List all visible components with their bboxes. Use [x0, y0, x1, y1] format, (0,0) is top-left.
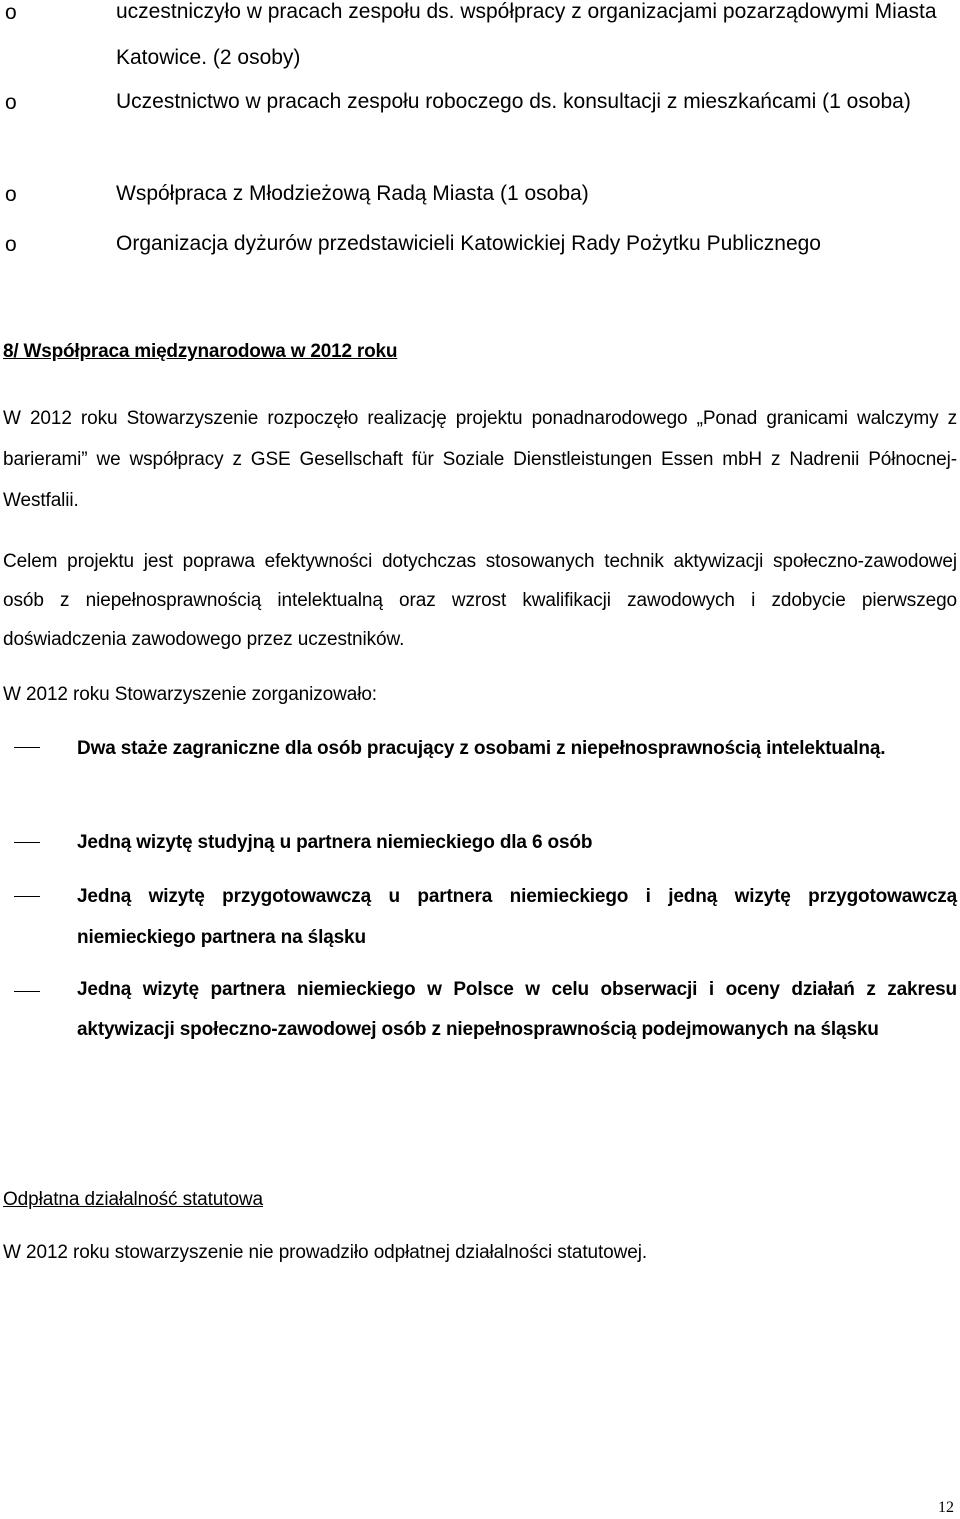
activity-item: Jedną wizytę przygotowawczą u partnera niemieckiego i jedną wizytę przygotowawczą niemieckiego partnera na śląsku — [77, 886, 957, 948]
paid-activity-text: W 2012 roku stowarzyszenie nie prowadziło odpłatnej działalności statutowej. — [3, 1242, 648, 1263]
dash-marker — [14, 842, 40, 843]
bullet-item: Współpraca z Młodzieżową Radą Miasta (1 osoba) — [116, 182, 589, 205]
section-heading: 8/ Współpraca międzynarodowa w 2012 roku — [3, 341, 398, 362]
bullet-marker: o — [5, 183, 17, 206]
activity-item: Jedną wizytę partnera niemieckiego w Polsce w celu obserwacji i oceny działań z zakresu aktywizacji społeczno-zawodowej osób z niepełnosprawnością podejmowanych na śląsku — [77, 979, 957, 1040]
dash-marker — [14, 747, 40, 748]
dash-marker — [14, 896, 40, 897]
bullet-marker: o — [5, 91, 17, 114]
activity-item: Dwa staże zagraniczne dla osób pracujący z osobami z niepełnosprawnością intelektualną. — [77, 738, 886, 759]
bullet-item: Uczestnictwo w pracach zespołu roboczego ds. konsultacji z mieszkańcami (1 osoba) — [116, 90, 911, 113]
goal-paragraph: Celem projektu jest poprawa efektywności dotychczas stosowanych technik aktywizacji społeczno-zawodowej osób z niepełnosprawnością intelektualną oraz wzrost kwalifikacji zawodowych i zdobycie pierwszego doświadczenia zawodowego przez uczestników. — [3, 551, 957, 650]
activity-item: Jedną wizytę studyjną u partnera niemieckiego dla 6 osób — [77, 832, 593, 853]
dash-marker — [14, 991, 40, 992]
page-number: 12 — [938, 1499, 954, 1516]
project-paragraph: W 2012 roku Stowarzyszenie rozpoczęło realizację projektu ponadnarodowego „Ponad granicami walczymy z barierami” we współpracy z GSE Gesellschaft für Soziale Dienstleistungen Essen mbH z Nadrenii Północnej-Westfalii. — [3, 408, 957, 511]
bullet-marker: o — [5, 233, 17, 256]
bullet-item: uczestniczyło w pracach zespołu ds. współpracy z organizacjami pozarządowymi Miasta Katowice. (2 osoby) — [116, 0, 937, 69]
bullet-item: Organizacja dyżurów przedstawicieli Katowickiej Rady Pożytku Publicznego — [116, 232, 821, 255]
activities-intro: W 2012 roku Stowarzyszenie zorganizowało: — [3, 684, 377, 705]
bullet-marker: o — [5, 1, 17, 24]
paid-activity-heading: Odpłatna działalność statutowa — [3, 1189, 263, 1210]
